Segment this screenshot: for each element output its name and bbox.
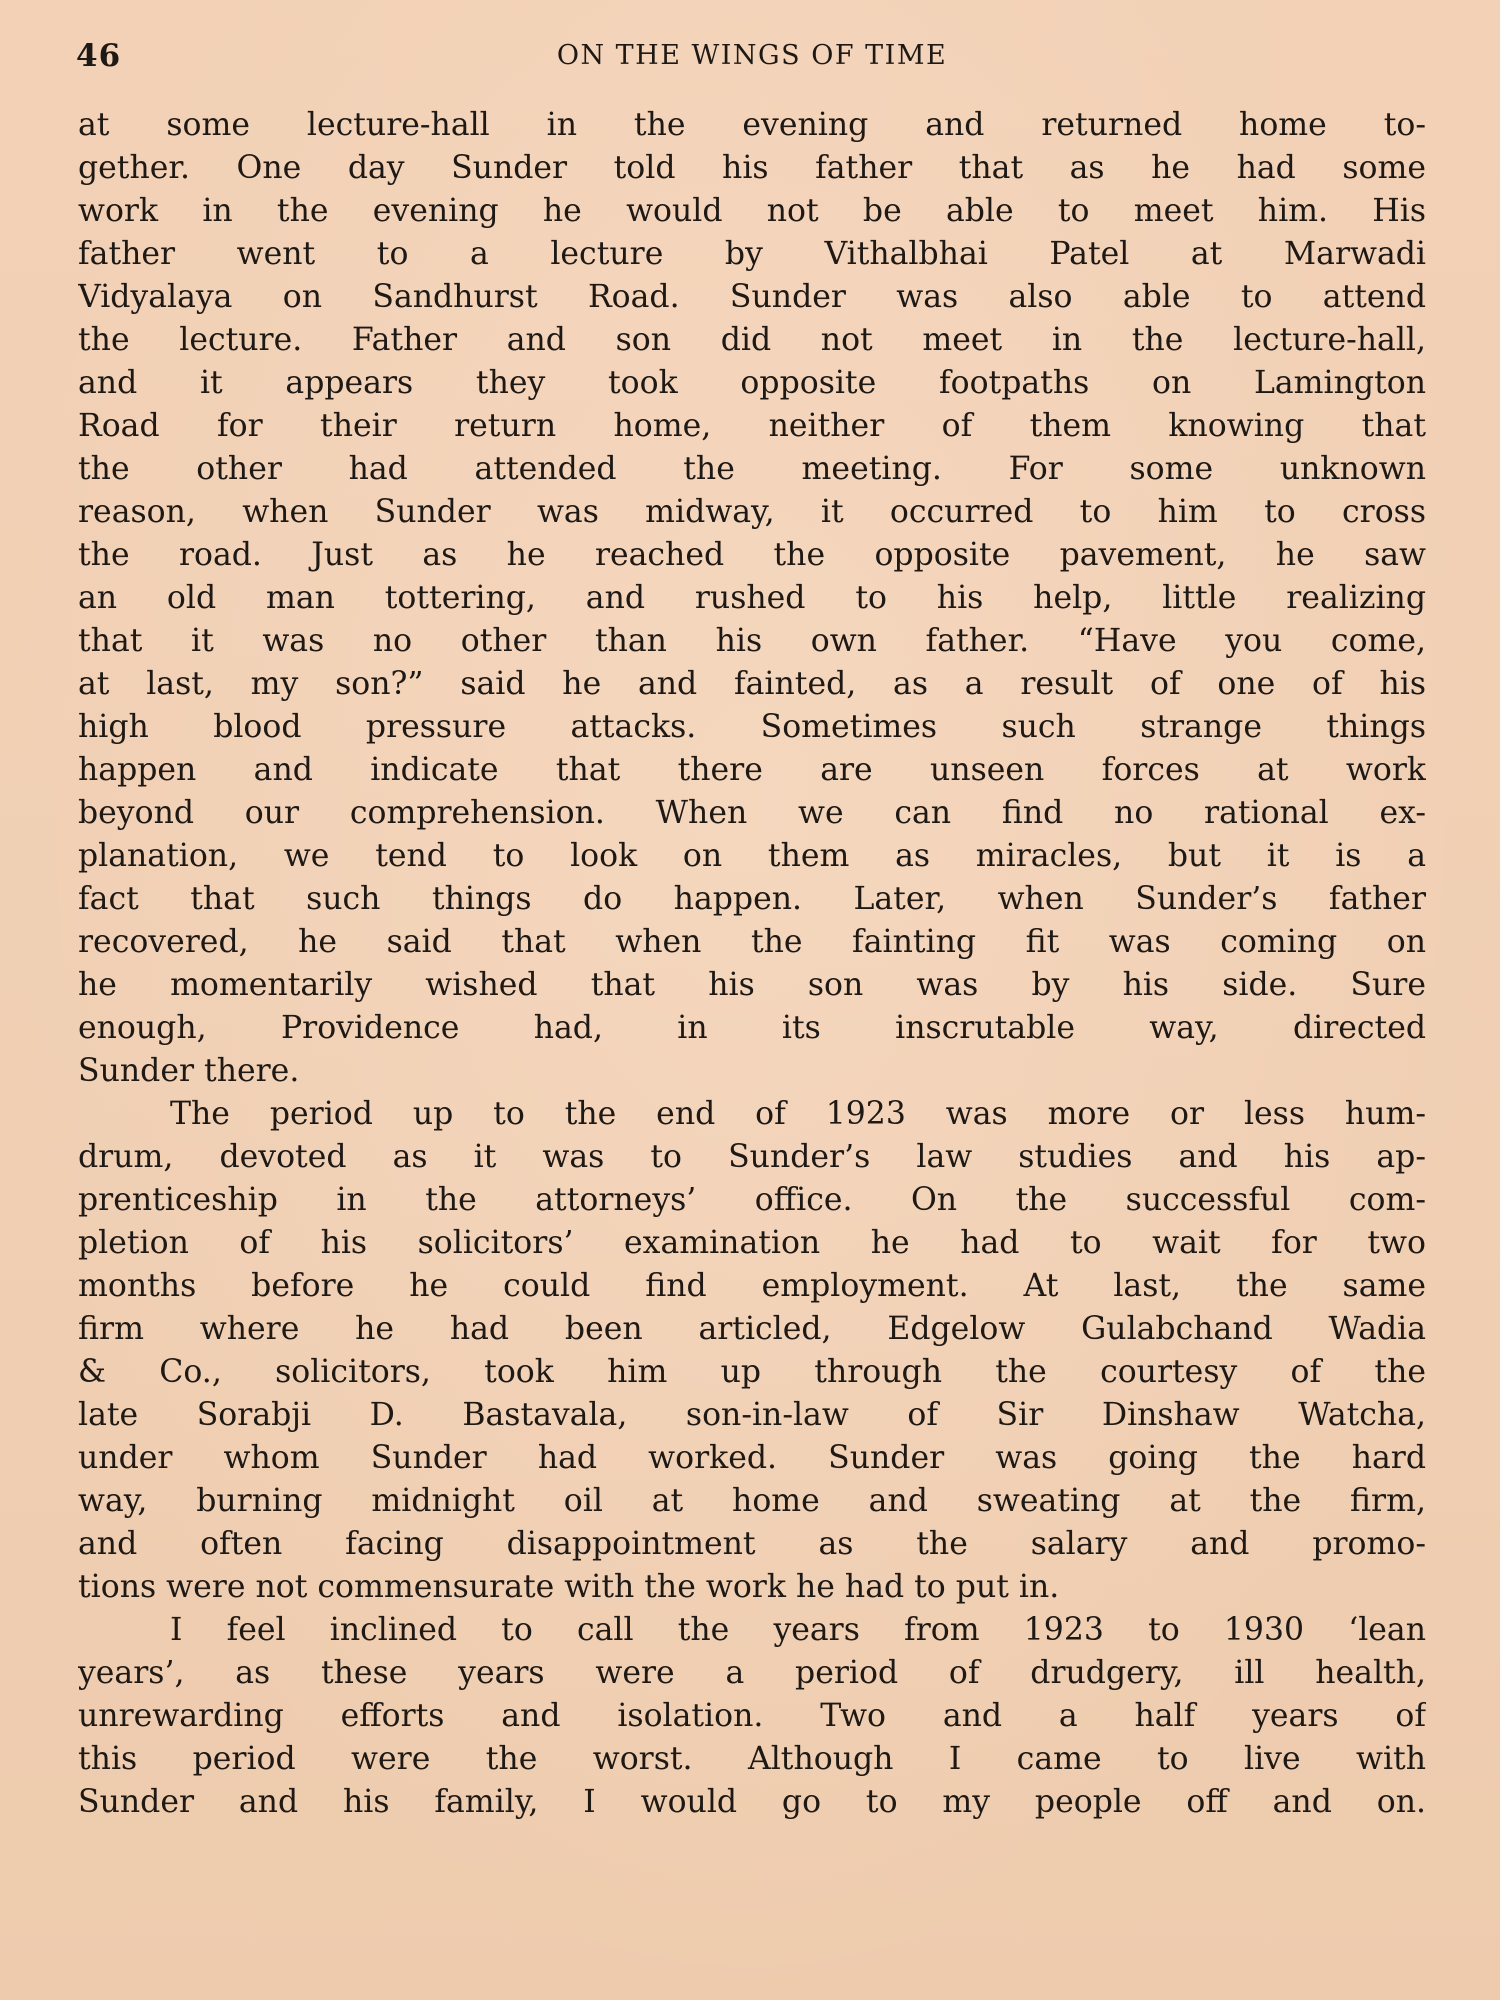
text-line: the road. Just as he reached the opposite pavement, he saw: [78, 537, 1426, 573]
text-line: Road for their return home, neither of them knowing that: [78, 408, 1426, 444]
text-line: years’, as these years were a period of drudgery, ill health,: [78, 1655, 1426, 1691]
text-line: recovered, he said that when the fainting fit was coming on: [78, 924, 1426, 960]
text-line: way, burning midnight oil at home and sweating at the firm,: [78, 1483, 1426, 1519]
text-line: that it was no other than his own father. “Have you come,: [78, 623, 1426, 659]
text-line: high blood pressure attacks. Sometimes such strange things: [78, 709, 1426, 745]
text-line: pletion of his solicitors’ examination he had to wait for two: [78, 1225, 1426, 1261]
text-line: at some lecture-hall in the evening and returned home to-: [78, 107, 1426, 143]
text-line: he momentarily wished that his son was by his side. Sure: [78, 967, 1426, 1003]
text-line: firm where he had been articled, Edgelow Gulabchand Wadia: [78, 1311, 1426, 1347]
text-line: an old man tottering, and rushed to his help, little realizing: [78, 580, 1426, 616]
text-line: late Sorabji D. Bastavala, son-in-law of Sir Dinshaw Watcha,: [78, 1397, 1426, 1433]
text-line: Sunder and his family, I would go to my people off and on.: [78, 1784, 1426, 1820]
text-line: happen and indicate that there are unseen forces at work: [78, 752, 1426, 788]
paragraph-end-line: Sunder there.: [78, 1053, 300, 1089]
text-line: work in the evening he would not be able to meet him. His: [78, 193, 1426, 229]
paragraph-start-line: I feel inclined to call the years from 1923 to 1930 ‘lean: [170, 1612, 1426, 1648]
text-line: enough, Providence had, in its inscrutable way, directed: [78, 1010, 1426, 1046]
running-head: ON THE WINGS OF TIME: [556, 40, 948, 71]
text-line: beyond our comprehension. When we can find no rational ex-: [78, 795, 1426, 831]
text-line: prenticeship in the attorneys’ office. On the successful com-: [78, 1182, 1426, 1218]
text-line: planation, we tend to look on them as miracles, but it is a: [78, 838, 1426, 874]
text-line: father went to a lecture by Vithalbhai Patel at Marwadi: [78, 236, 1426, 272]
text-line: Vidyalaya on Sandhurst Road. Sunder was also able to attend: [78, 279, 1426, 315]
text-line: this period were the worst. Although I came to live with: [78, 1741, 1426, 1777]
text-line: drum, devoted as it was to Sunder’s law studies and his ap-: [78, 1139, 1426, 1175]
text-line: fact that such things do happen. Later, when Sunder’s father: [78, 881, 1426, 917]
text-line: and it appears they took opposite footpaths on Lamington: [78, 365, 1426, 401]
body-text: [78, 104, 1426, 1824]
text-line: at last, my son?” said he and fainted, as a result of one of his: [78, 666, 1426, 702]
text-line: unrewarding efforts and isolation. Two and a half years of: [78, 1698, 1426, 1734]
text-line: under whom Sunder had worked. Sunder was going the hard: [78, 1440, 1426, 1476]
paragraph-end-line: tions were not commensurate with the work he had to put in.: [78, 1569, 1060, 1605]
text-line: gether. One day Sunder told his father that as he had some: [78, 150, 1426, 186]
text-line: months before he could find employment. At last, the same: [78, 1268, 1426, 1304]
paragraph-start-line: The period up to the end of 1923 was more or less hum-: [170, 1096, 1426, 1132]
page-number: 46: [76, 38, 122, 74]
page-header: [76, 38, 1428, 78]
text-line: the lecture. Father and son did not meet in the lecture-hall,: [78, 322, 1426, 358]
text-line: and often facing disappointment as the salary and promo-: [78, 1526, 1426, 1562]
text-line: & Co., solicitors, took him up through the courtesy of the: [78, 1354, 1426, 1390]
text-line: reason, when Sunder was midway, it occurred to him to cross: [78, 494, 1426, 530]
text-line: the other had attended the meeting. For some unknown: [78, 451, 1426, 487]
